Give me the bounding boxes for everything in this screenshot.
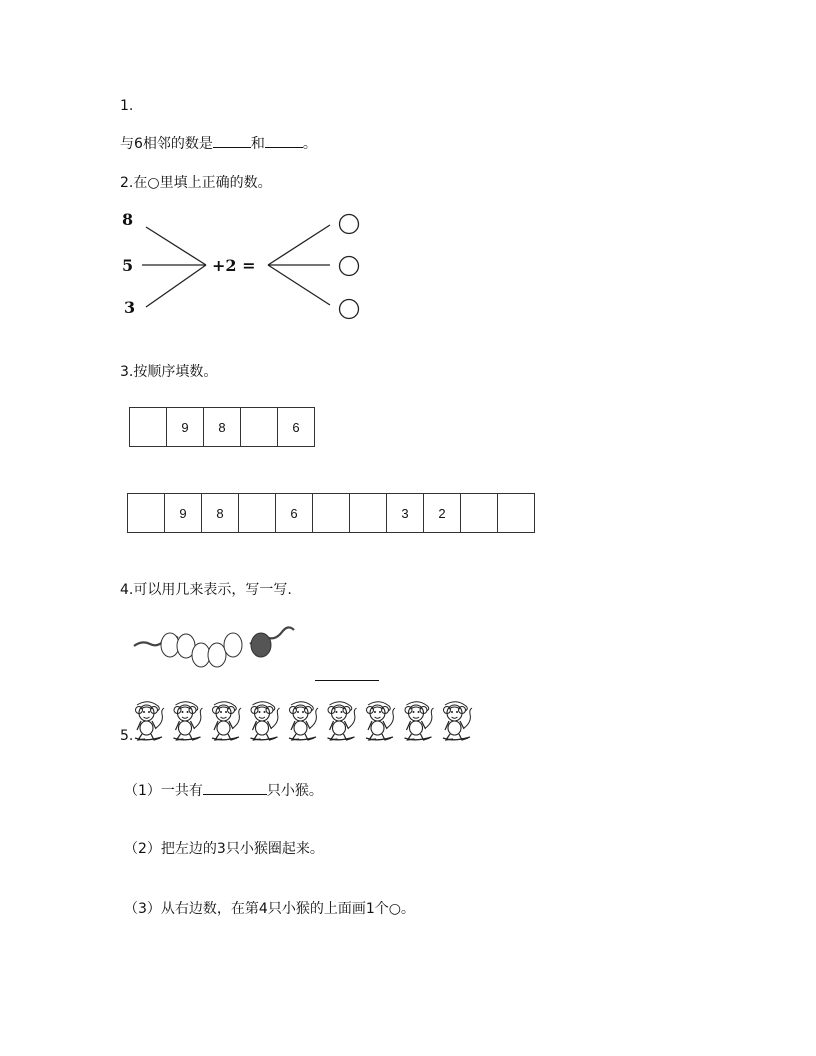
q2-line-8 [146, 227, 206, 265]
q1-text-before: 与6相邻的数是 [120, 136, 213, 152]
q2-operator: +2 = [212, 256, 256, 275]
q3-row1-cell: 6 [278, 408, 315, 447]
q3-row2-cell[interactable] [128, 494, 165, 533]
q2-title: 2.在○里填上正确的数。 [120, 175, 272, 191]
q2-line-out-3 [268, 265, 330, 305]
q2-number-8: 8 [122, 210, 134, 229]
monkey-row-svg [132, 700, 478, 742]
q3-row1-cell: 9 [167, 408, 204, 447]
q3-row2-cell[interactable] [313, 494, 350, 533]
q3-row2-cell: 6 [276, 494, 313, 533]
q5-sub1-blank[interactable] [203, 780, 267, 795]
monkey-icon [251, 702, 280, 740]
q3-row2-cell: 2 [424, 494, 461, 533]
q5-sub1-suffix: 只小猴。 [266, 783, 323, 799]
q5-monkey-row [132, 700, 478, 742]
q4-answer-blank[interactable] [315, 668, 379, 681]
q2-number-5: 5 [122, 256, 134, 275]
q5-sub2: （2）把左边的3只小猴圈起来。 [124, 841, 324, 857]
q3-row2-cell: 3 [387, 494, 424, 533]
q2-line-out-1 [268, 225, 330, 265]
monkey-icon [443, 702, 472, 740]
q1-text-middle: 和 [250, 136, 265, 152]
q3-row2-cell[interactable] [461, 494, 498, 533]
q3-row1-table [129, 407, 315, 447]
q2-line-3 [146, 265, 206, 307]
monkey-icon [135, 702, 164, 740]
bead-string-icon [132, 622, 297, 672]
q3-title: 3.按顺序填数。 [120, 364, 218, 380]
monkey-icon [212, 702, 241, 740]
q3-row1-cell: 8 [204, 408, 241, 447]
q3-row1-cell[interactable] [241, 408, 278, 447]
q2-answer-circle-3[interactable] [340, 300, 359, 319]
q1-number: 1. [120, 98, 134, 114]
q2-answer-circle-2[interactable] [340, 257, 359, 276]
q4-bead-picture [132, 622, 297, 672]
q1-text-end: 。 [302, 136, 317, 152]
monkey-icon [289, 702, 318, 740]
q3-row2-cell: 8 [202, 494, 239, 533]
monkey-icon [174, 702, 203, 740]
q5-sub1-prefix: （1）一共有 [124, 783, 203, 799]
q2-number-3: 3 [124, 298, 136, 317]
q3-row2-cell[interactable] [498, 494, 535, 533]
monkey-icon [366, 702, 395, 740]
q3-row2-cell: 9 [165, 494, 202, 533]
q3-row1-cell[interactable] [130, 408, 167, 447]
q1-blank-1[interactable] [213, 133, 251, 148]
q5-sub1 [124, 780, 323, 800]
q3-row2-cell[interactable] [350, 494, 387, 533]
q5-number: 5. [120, 728, 134, 744]
q5-sub3: （3）从右边数，在第4只小猴的上面画1个○。 [124, 901, 415, 917]
monkey-icon [328, 702, 357, 740]
q1-line [120, 133, 317, 153]
q2-diagram [118, 205, 368, 325]
q3-row2-table [127, 493, 535, 533]
q2-answer-circle-1[interactable] [340, 215, 359, 234]
q1-blank-2[interactable] [265, 133, 303, 148]
q4-title: 4.可以用几来表示，写一写. [120, 582, 292, 598]
q3-row2-cell[interactable] [239, 494, 276, 533]
monkey-icon [405, 702, 434, 740]
